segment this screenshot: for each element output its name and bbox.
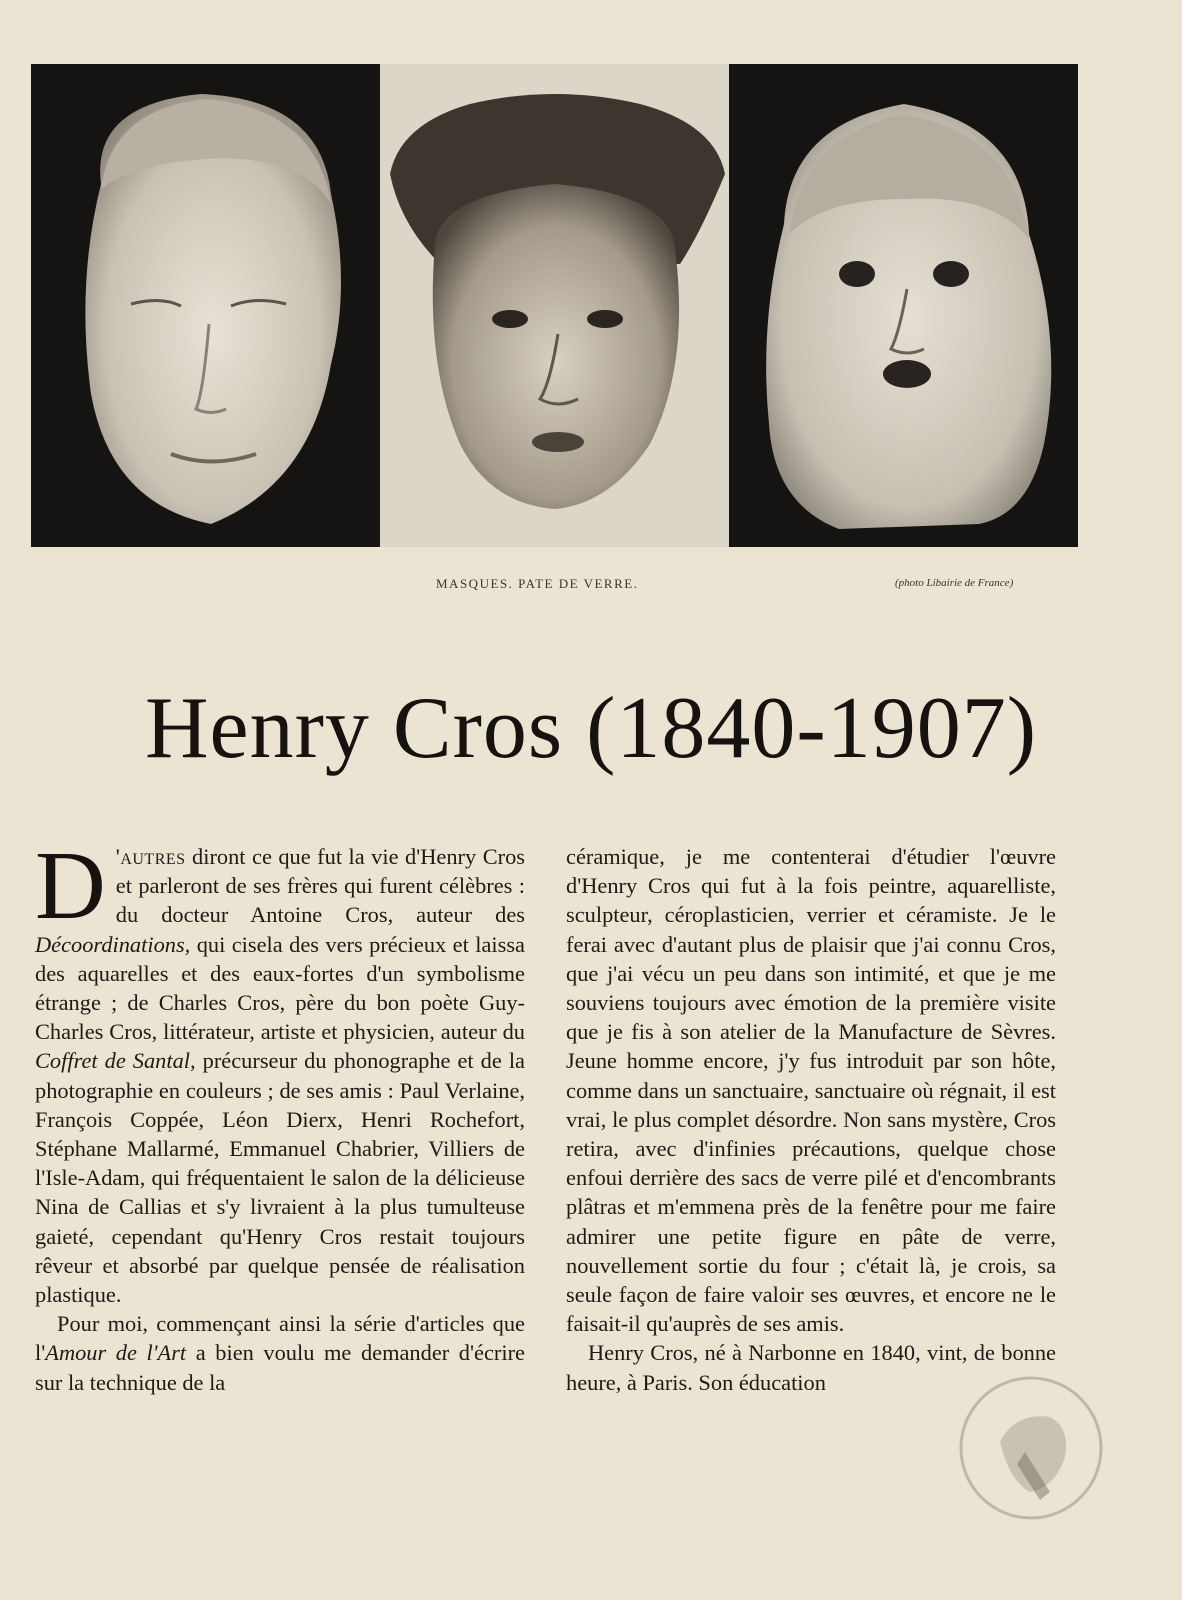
paragraph: Henry Cros, né à Narbonne en 1840, vint, de bonne heure, à Paris. Son éducation [566, 1340, 1056, 1395]
paragraph: céramique, je me contenterai d'étudier l'œuvre d'Henry Cros qui fut à la fois peintre, aquarelliste, sculpteur, céroplasticien, verrier et céramiste. Je le ferai avec d'autant plus de plaisir que j'ai connu Cros, que j'ai vécu un peu dans son intimité, et que je me souviens toujours avec émotion de la première visite que je fis à son atelier de la Manufacture de Sèvres. Jeune homme encore, j'y fus introduit par son hôte, comme dans un sanctuaire, sanctuaire où régnait, il est vrai, le plus complet désordre. Non sans mystère, Cros retira, avec d'infinies précautions, quelque chose enfoui derrière des sacs de verre pilé et d'encombrants plâtras et m'emmena près de la fenêtre pour me faire admirer une petite figure en pâte de verre, nouvellement sortie du four ; c'était là, je crois, sa seule façon de faire valoir ses œuvres, et encore ne le faisait-il qu'auprès de ses amis. [566, 844, 1056, 1337]
photo-credit: (photo Libairie de France) [895, 577, 1014, 589]
photo-strip [31, 64, 1078, 547]
smallcaps-text: 'autres [115, 844, 186, 869]
paragraph-text: précurseur du phonographe et de la photographie en couleurs ; de ses amis : Paul Verlaine, François Coppée, Léon Dierx, Henri Rochefort, Stéphane Mallarmé, Emmanuel Chabrier, Villiers de l'Isle-Adam, qui fréquentaient le salon de la délicieuse Nina de Callias et s'y livraient à la plus tumulteuse gaieté, cependant qu'Henry Cros restait toujours rêveur et absorbé par quelque pensée de réalisation plastique. [35, 1048, 525, 1308]
italic-title: Amour de l'Art [45, 1340, 187, 1366]
library-stamp-icon [955, 1372, 1107, 1524]
photo-mask-with-cap [380, 64, 729, 547]
figure-caption: MASQUES. PATE DE VERRE. [436, 576, 639, 591]
photo-mask-open-mouth [729, 64, 1078, 547]
article-title: Henry Cros (1840-1907) [144, 680, 1038, 777]
paragraph-text: Pour moi, commençant ainsi la série d'articles que l' [35, 1311, 525, 1366]
italic-title: Décoordinations, [35, 931, 191, 957]
paragraph [35, 832, 525, 1309]
drop-cap: D [35, 832, 106, 940]
paragraph-text: diront ce que fut la vie d'Henry Cros et parleront de ses frères qui furent célèbres : du docteur Antoine Cros, auteur des [115, 844, 525, 928]
paragraph-text: qui cisela des vers précieux et laissa des aquarelles et des eaux-fortes d'un symbolisme étrange ; de Charles Cros, père du bon poète Guy-Charles Cros, littérateur, artiste et physicien, auteur du [35, 931, 525, 1045]
article-column-left [35, 832, 525, 1397]
mask-open-mouth-image [729, 64, 1078, 547]
mask-young-woman-image [31, 64, 380, 547]
mask-with-cap-image [380, 64, 729, 547]
article-column-right [566, 842, 1056, 1397]
paragraph [35, 1309, 525, 1397]
paragraph-text: a bien voulu me demander d'écrire sur la technique de la [35, 1340, 525, 1395]
italic-title: Coffret de Santal, [35, 1048, 196, 1074]
photo-mask-young-woman [31, 64, 380, 547]
